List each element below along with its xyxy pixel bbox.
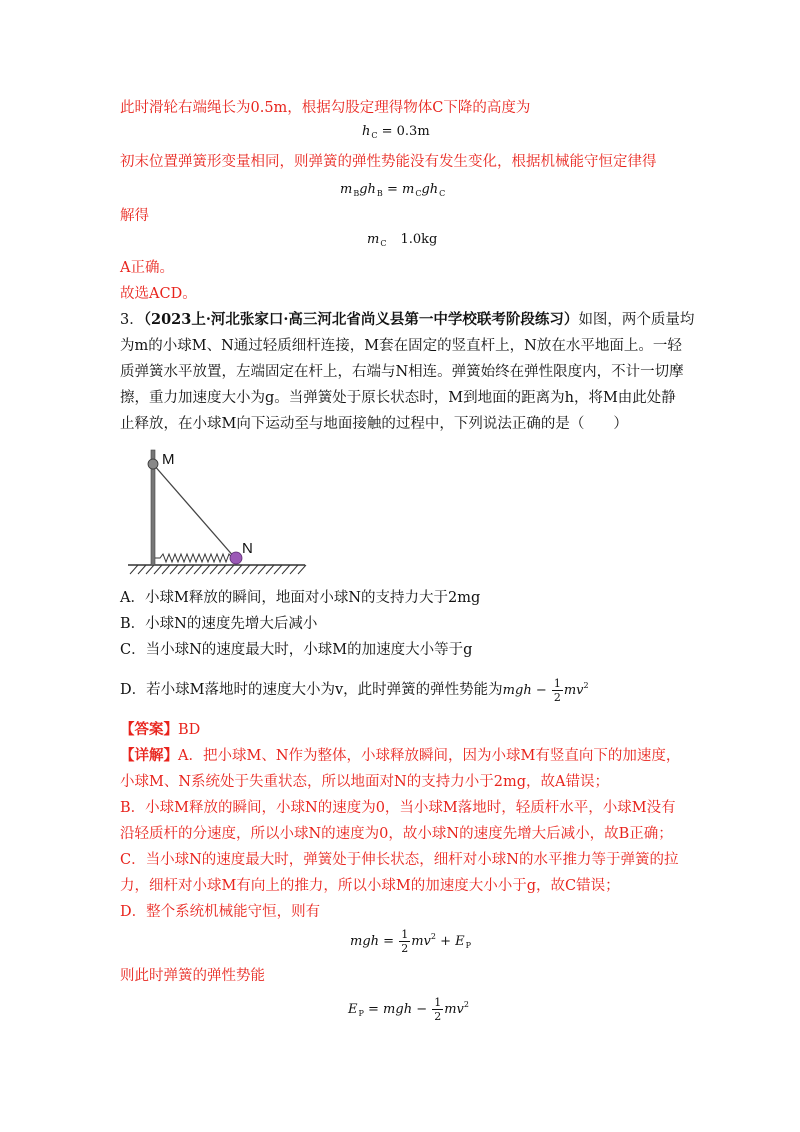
ball-n [230, 552, 242, 564]
spring [155, 554, 236, 562]
explain-line-5: C．当小球N的速度最大时，弹簧处于伸长状态，细杆对小球N的水平推力等于弹簧的拉 [120, 852, 679, 868]
label-m: M [162, 451, 175, 468]
prev-line-2: 初末位置弹簧形变量相同，则弹簧的弹性势能没有发生变化，根据机械能守恒定律得 [120, 154, 657, 170]
option-b: B．小球N的速度先增大后减小 [120, 616, 318, 632]
question-stem-3: 质弹簧水平放置，左端固定在杆上，右端与N相连。弹簧始终在弹性限度内，不计一切摩 [120, 364, 684, 380]
ball-m [148, 459, 158, 469]
explain-line-1: 【详解】A．把小球M、N作为整体，小球释放瞬间，因为小球M有竖直向下的加速度， [120, 747, 681, 764]
explain-line-4: 沿轻质杆的分速度，所以小球N的速度为0，故小球N的速度先增大后减小，故B正确； [120, 826, 673, 842]
explain-line-6: 力，细杆对小球M有向上的推力，所以小球M的加速度大小小于g，故C错误； [120, 878, 620, 894]
equation-conservation: mgh = $\frac{1}{2}$ $mv^2 + E_P$ [350, 928, 471, 955]
equation-mc: $m_C$ 1.0kg [367, 232, 438, 248]
prev-line-5: 故选ACD。 [120, 286, 197, 302]
answer-value: BD [178, 722, 201, 738]
physics-figure [120, 440, 330, 580]
question-stem-1: 3．（2023上·河北张家口·高三河北省尚义县第一中学校联考阶段练习）如图，两个质量均 [120, 311, 695, 328]
question-source: （2023上·河北张家口·高三河北省尚义县第一中学校联考阶段练习） [143, 311, 579, 328]
option-a: A．小球M释放的瞬间，地面对小球N的支持力大于2mg [120, 590, 481, 606]
label-n: N [242, 540, 253, 557]
prev-line-4: A正确。 [120, 260, 174, 276]
explain-line-3: B．小球M释放的瞬间，小球N的速度为0，当小球M落地时，轻质杆水平，小球M没有 [120, 800, 676, 816]
explain-line-8: 则此时弹簧的弹性势能 [120, 968, 265, 984]
question-stem-5: 止释放，在小球M向下运动至与地面接触的过程中，下列说法正确的是（ ） [120, 416, 628, 432]
equation-elastic-energy: $E_P$ = mgh − $\frac{1}{2}$ $mv^2$ [348, 996, 469, 1023]
ground-hatching [130, 565, 306, 574]
option-c: C．当小球N的速度最大时，小球M的加速度大小等于g [120, 642, 473, 658]
equation-energy: $m_Bgh_B = m_Cgh_C$ [340, 182, 446, 198]
prev-line-1: 此时滑轮右端绳长为0.5m，根据勾股定理得物体C下降的高度为 [120, 100, 531, 116]
option-d: D．若小球M落地时的速度大小为v，此时弹簧的弹性势能为mgh − $\frac{1}{2}$ $mv^2$ [120, 676, 589, 704]
explain-line-2: 小球M、N系统处于失重状态，所以地面对N的支持力小于2mg，故A错误； [120, 774, 609, 790]
explain-line-7: D．整个系统机械能守恒，则有 [120, 904, 321, 920]
answer-line: 【答案】BD [120, 721, 201, 738]
question-stem-2: 为m的小球M、N通过轻质细杆连接，M套在固定的竖直杆上，N放在水平地面上。一轻 [120, 338, 682, 354]
connecting-rod [153, 464, 235, 558]
equation-hc: $h_C = 0.3m$ [362, 124, 430, 140]
prev-line-3: 解得 [120, 208, 149, 224]
question-stem-4: 擦，重力加速度大小为g。当弹簧处于原长状态时，M到地面的距离为h，将M由此处静 [120, 390, 676, 406]
